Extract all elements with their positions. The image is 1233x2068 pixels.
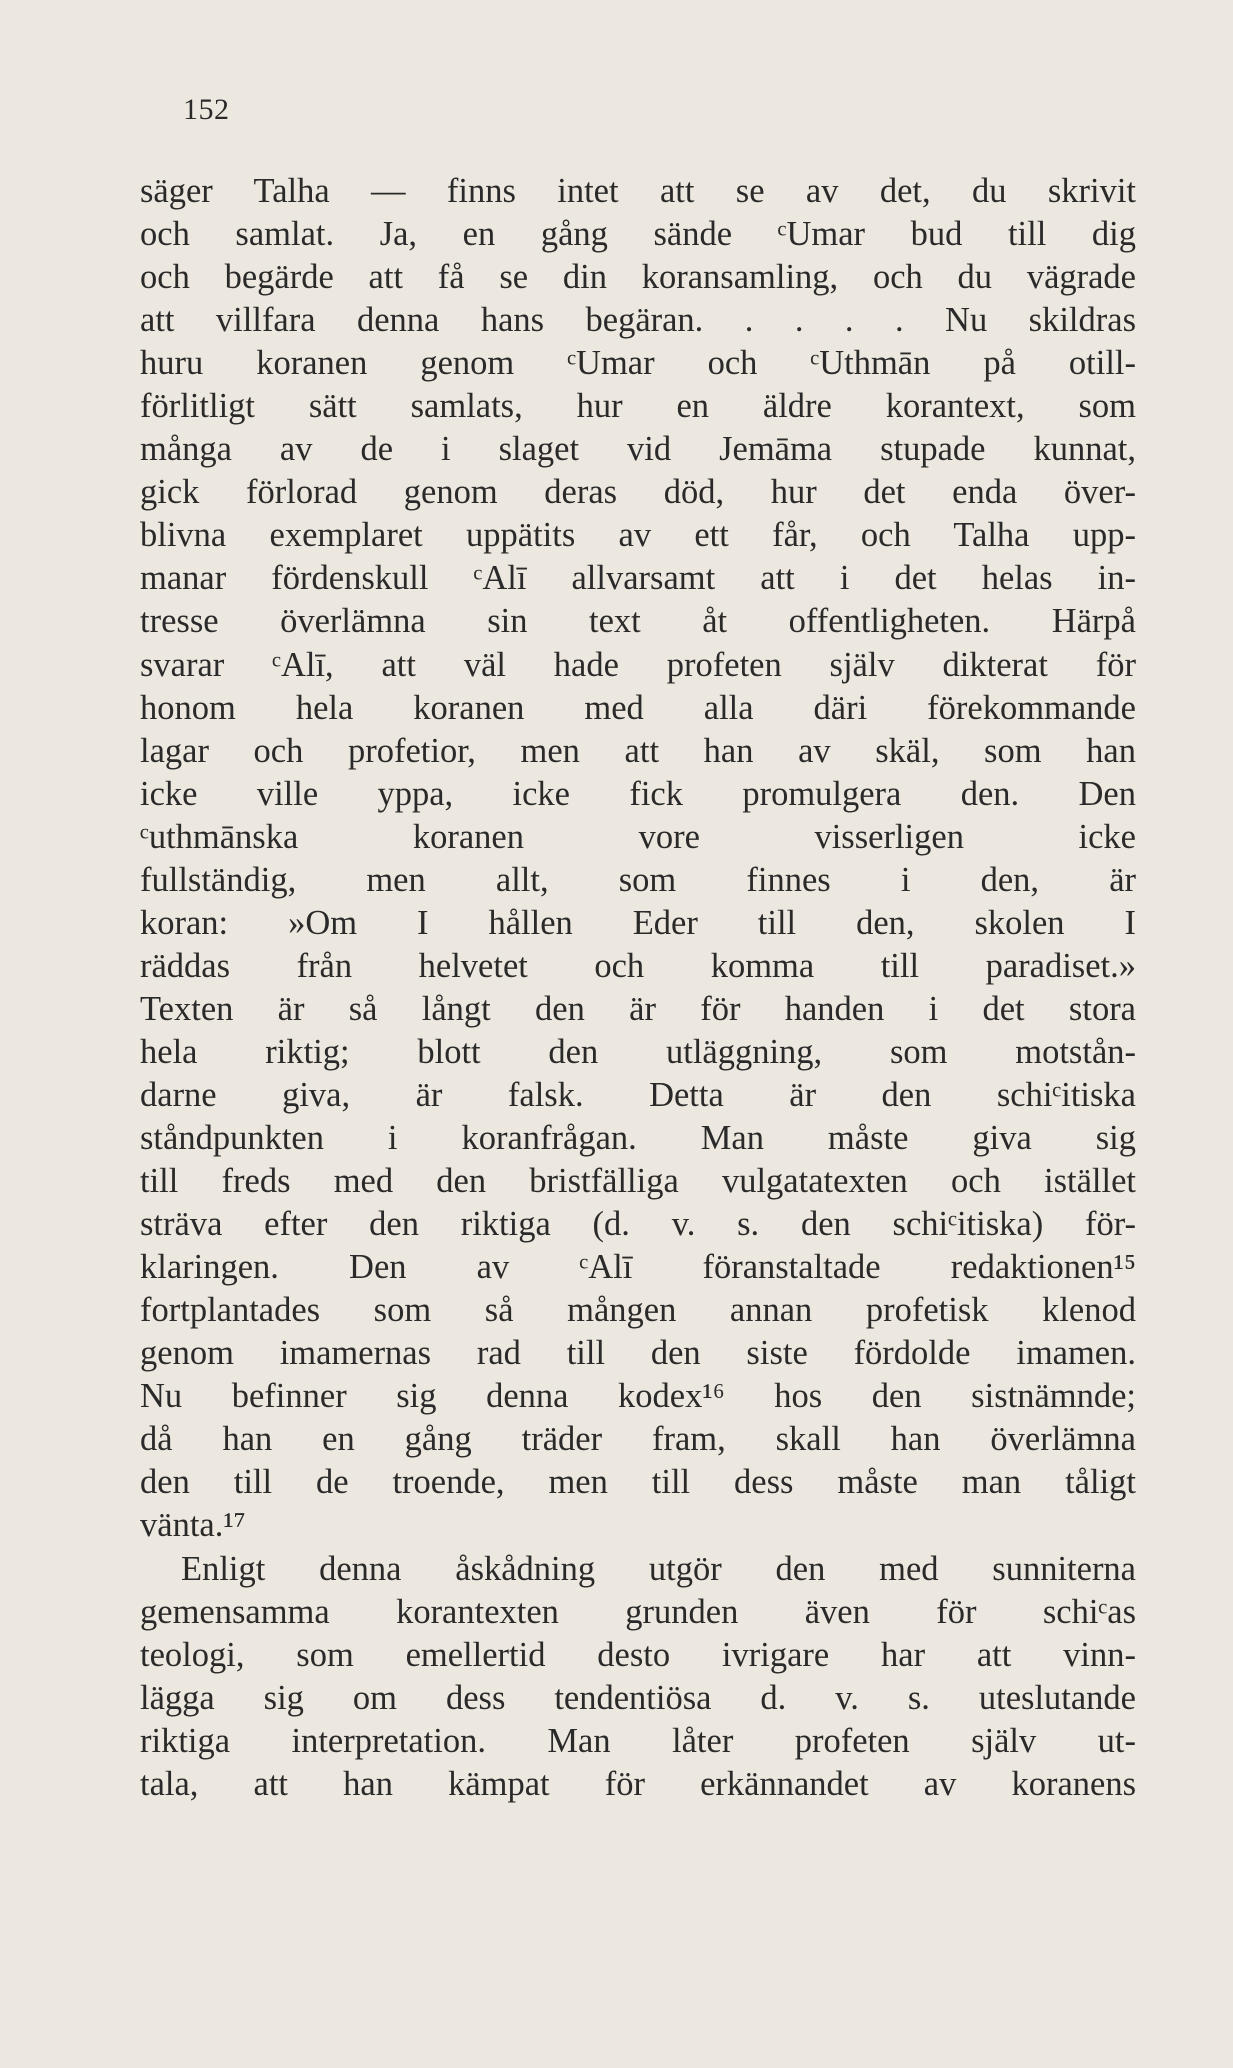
body-text xyxy=(140,170,1136,1806)
text-line: många av de i slaget vid Jemāma stupade kunnat, xyxy=(140,430,1136,469)
text-line: darne giva, är falsk. Detta är den schiᶜitiska xyxy=(140,1075,1136,1114)
text-line: klaringen. Den av ᶜAlī föranstaltade redaktionen¹⁵ xyxy=(140,1248,1136,1287)
text-line: teologi, som emellertid desto ivrigare har att vinn- xyxy=(140,1635,1136,1674)
text-line: säger Talha — finns intet att se av det, du skrivit xyxy=(140,172,1136,210)
text-line: då han en gång träder fram, skall han överlämna xyxy=(140,1420,1136,1459)
text-line: icke ville yppa, icke fick promulgera den. Den xyxy=(140,774,1136,813)
text-line: honom hela koranen med alla däri förekommande xyxy=(140,688,1136,727)
text-line: blivna exemplaret uppätits av ett får, och Talha upp- xyxy=(140,516,1136,555)
text-line: koran: »Om I hållen Eder till den, skolen I xyxy=(140,903,1136,942)
text-line: lagar och profetior, men att han av skäl, som han xyxy=(140,731,1136,770)
page-number: 152 xyxy=(183,93,230,126)
text-line: ståndpunkten i koranfrågan. Man måste giva sig xyxy=(140,1119,1136,1158)
text-line: Nu befinner sig denna kodex¹⁶ hos den sistnämnde; xyxy=(140,1377,1136,1416)
text-line: huru koranen genom ᶜUmar och ᶜUthmān på otill- xyxy=(140,344,1136,383)
text-line: svarar ᶜAlī, att väl hade profeten själv dikterat för xyxy=(140,645,1136,684)
text-line: lägga sig om dess tendentiösa d. v. s. uteslutande xyxy=(140,1678,1136,1717)
text-line: och begärde att få se din koransamling, och du vägrade xyxy=(140,258,1136,297)
text-line: gemensamma korantexten grunden även för schiᶜas xyxy=(140,1592,1136,1631)
text-line: genom imamernas rad till den siste fördolde imamen. xyxy=(140,1334,1136,1373)
text-line: riktiga interpretation. Man låter profeten själv ut- xyxy=(140,1721,1136,1760)
text-line: den till de troende, men till dess måste man tåligt xyxy=(140,1463,1136,1502)
text-line: ᶜuthmānska koranen vore visserligen icke xyxy=(140,817,1136,856)
text-line: till freds med den bristfälliga vulgatatexten och istället xyxy=(140,1162,1136,1201)
text-line: sträva efter den riktiga (d. v. s. den schiᶜitiska) för- xyxy=(140,1205,1136,1244)
text-line: tresse överlämna sin text åt offentligheten. Härpå xyxy=(140,602,1136,641)
text-line: och samlat. Ja, en gång sände ᶜUmar bud till dig xyxy=(140,215,1136,254)
text-line: räddas från helvetet och komma till paradiset.» xyxy=(140,946,1136,985)
text-line: Enligt denna åskådning utgör den med sunniterna xyxy=(181,1549,1136,1588)
text-line: tala, att han kämpat för erkännandet av koranens xyxy=(140,1764,1136,1803)
text-line: fortplantades som så mången annan profetisk klenod xyxy=(140,1291,1136,1330)
text-line: att villfara denna hans begäran. . . . . Nu skildras xyxy=(140,301,1136,340)
text-line: fullständig, men allt, som finnes i den, är xyxy=(140,860,1136,899)
text-line: vänta.¹⁷ xyxy=(140,1506,246,1545)
text-line: manar fördenskull ᶜAlī allvarsamt att i det helas in- xyxy=(140,559,1136,598)
text-line: hela riktig; blott den utläggning, som motstån- xyxy=(140,1032,1136,1071)
text-line: gick förlorad genom deras död, hur det enda över- xyxy=(140,473,1136,512)
text-line: Texten är så långt den är för handen i det stora xyxy=(140,989,1136,1028)
text-line: förlitligt sätt samlats, hur en äldre korantext, som xyxy=(140,387,1136,426)
